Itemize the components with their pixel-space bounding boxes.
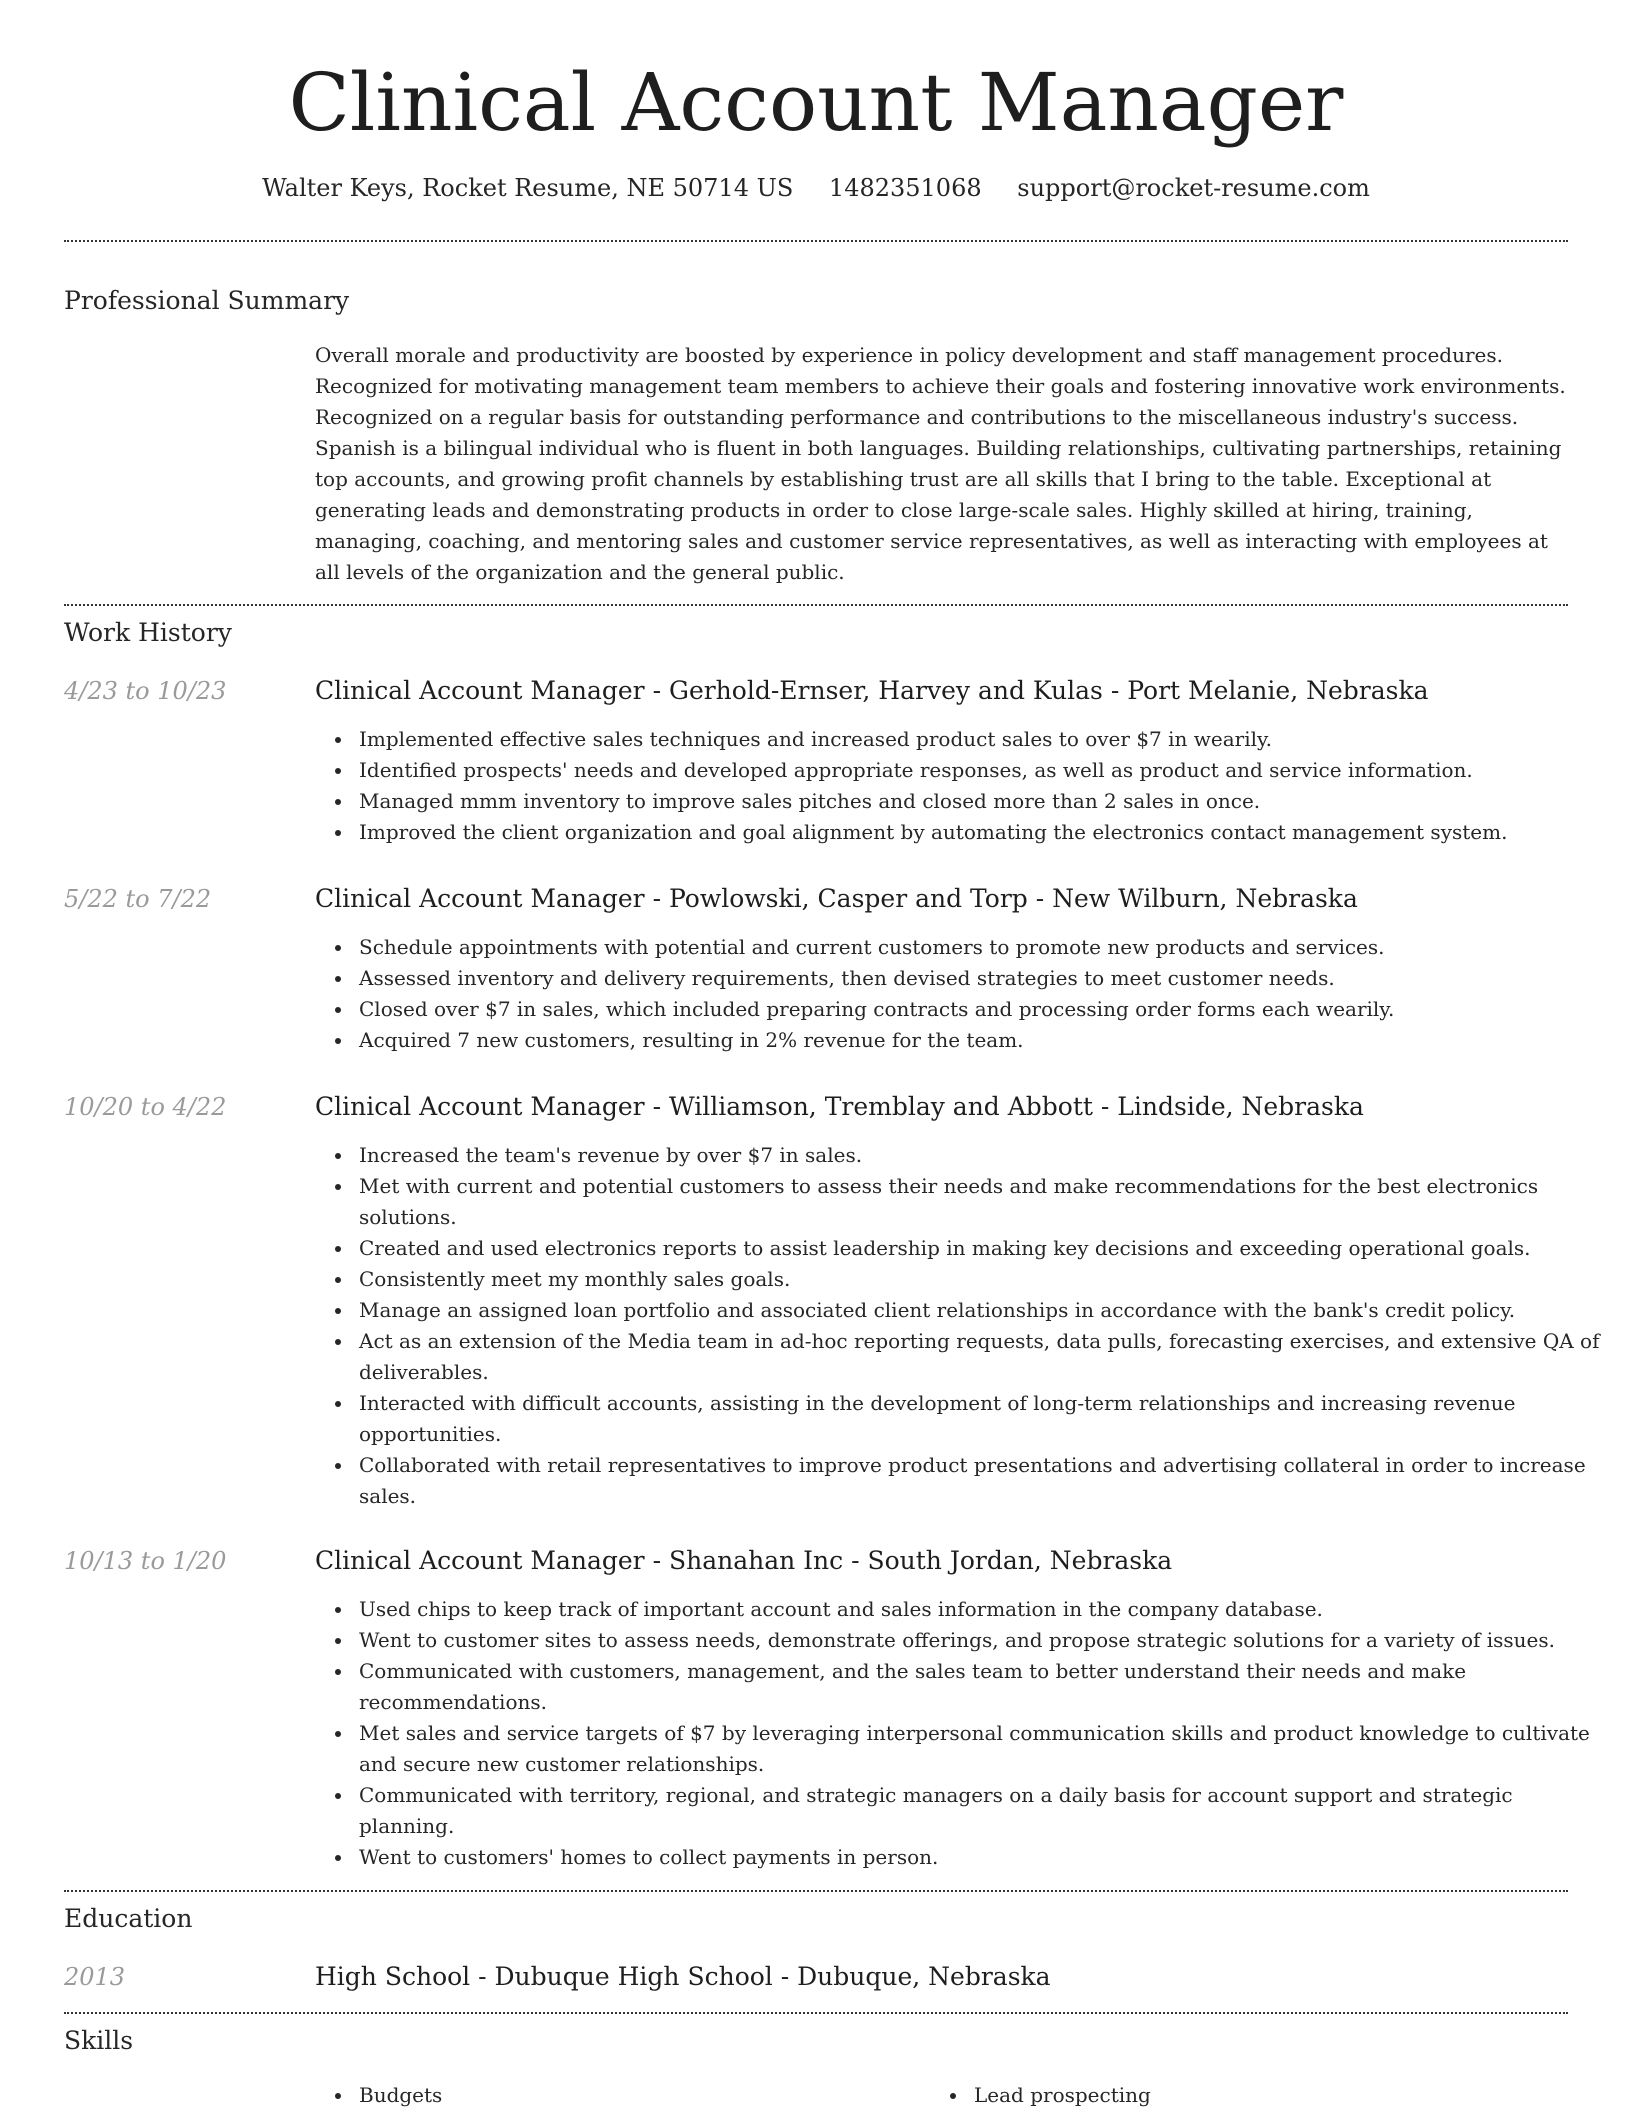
divider: [64, 604, 1568, 606]
job-bullets: [315, 1594, 1612, 1873]
list-item: Communicated with customers, management, and the sales team to better understand their needs and make recommendations.: [359, 1656, 1612, 1718]
section-heading-work-history: Work History: [64, 618, 232, 647]
section-heading-skills: Skills: [64, 2026, 134, 2055]
list-item: Used chips to keep track of important account and sales information in the company database.: [359, 1594, 1612, 1625]
skills-column-right: [930, 2080, 1151, 2111]
list-item: Communicated with territory, regional, and strategic managers on a daily basis for account support and strategic planning.: [359, 1780, 1612, 1842]
job-bullets: [315, 932, 1612, 1056]
list-item: Schedule appointments with potential and current customers to promote new products and services.: [359, 932, 1612, 963]
list-item: Went to customer sites to assess needs, demonstrate offerings, and propose strategic solutions for a variety of issues.: [359, 1625, 1612, 1656]
list-item: Managed mmm inventory to improve sales pitches and closed more than 2 sales in once.: [359, 786, 1612, 817]
education-title: High School - Dubuque High School - Dubuque, Nebraska: [315, 1962, 1051, 1991]
job-title: Clinical Account Manager - Shanahan Inc - South Jordan, Nebraska: [315, 1546, 1173, 1575]
page-title: Clinical Account Manager: [288, 56, 1344, 149]
list-item: Met with current and potential customers to assess their needs and make recommendations for the best electronics solutions.: [359, 1171, 1612, 1233]
list-item: Closed over $7 in sales, which included preparing contracts and processing order forms each wearily.: [359, 994, 1612, 1025]
job-bullets: [315, 724, 1612, 848]
list-item: Created and used electronics reports to assist leadership in making key decisions and exceeding operational goals.: [359, 1233, 1612, 1264]
job-date: 5/22 to 7/22: [64, 885, 212, 913]
list-item: Acquired 7 new customers, resulting in 2% revenue for the team.: [359, 1025, 1612, 1056]
divider: [64, 240, 1568, 242]
job-date: 4/23 to 10/23: [64, 677, 227, 705]
skills-column-left: [315, 2080, 442, 2111]
job-title: Clinical Account Manager - Gerhold-Ernser, Harvey and Kulas - Port Melanie, Nebraska: [315, 676, 1429, 705]
list-item: Lead prospecting: [974, 2080, 1151, 2111]
job-bullets: [315, 1140, 1612, 1512]
education-date: 2013: [64, 1963, 126, 1991]
list-item: Act as an extension of the Media team in ad-hoc reporting requests, data pulls, forecasting exercises, and extensive QA of deliverables.: [359, 1326, 1612, 1388]
contact-address: Walter Keys, Rocket Resume, NE 50714 US: [262, 174, 794, 202]
list-item: Manage an assigned loan portfolio and associated client relationships in accordance with the bank's credit policy.: [359, 1295, 1612, 1326]
divider: [64, 1890, 1568, 1892]
summary-text: Overall morale and productivity are boosted by experience in policy development and staff management procedures. Recognized for motivating management team members to achieve their goals and fostering innovative work environments. Recognized on a regular basis for outstanding performance and contributions to the miscellaneous industry's success. Spanish is a bilingual individual who is fluent in both languages. Building relationships, cultivating partnerships, retaining top accounts, and growing profit channels by establishing trust are all skills that I bring to the table. Exceptional at generating leads and demonstrating products in order to close large-scale sales. Highly skilled at hiring, training, managing, coaching, and mentoring sales and customer service representatives, as well as interacting with employees at all levels of the organization and the general public.: [315, 343, 1566, 584]
list-item: Increased the team's revenue by over $7 in sales.: [359, 1140, 1612, 1171]
list-item: Improved the client organization and goal alignment by automating the electronics contact management system.: [359, 817, 1612, 848]
contact-line: [64, 170, 1568, 206]
contact-phone: 1482351068: [828, 174, 982, 202]
list-item: Met sales and service targets of $7 by leveraging interpersonal communication skills and product knowledge to cultivate and secure new customer relationships.: [359, 1718, 1612, 1780]
list-item: Identified prospects' needs and developed appropriate responses, as well as product and service information.: [359, 755, 1612, 786]
divider: [64, 2012, 1568, 2014]
list-item: Budgets: [359, 2080, 442, 2111]
list-item: Collaborated with retail representatives to improve product presentations and advertising collateral in order to increase sales.: [359, 1450, 1612, 1512]
list-item: Implemented effective sales techniques and increased product sales to over $7 in wearily.: [359, 724, 1612, 755]
job-date: 10/13 to 1/20: [64, 1547, 227, 1575]
section-heading-summary: Professional Summary: [64, 286, 350, 315]
list-item: Went to customers' homes to collect payments in person.: [359, 1842, 1612, 1873]
job-date: 10/20 to 4/22: [64, 1093, 227, 1121]
job-title: Clinical Account Manager - Williamson, Tremblay and Abbott - Lindside, Nebraska: [315, 1092, 1364, 1121]
list-item: Consistently meet my monthly sales goals.: [359, 1264, 1612, 1295]
job-title: Clinical Account Manager - Powlowski, Casper and Torp - New Wilburn, Nebraska: [315, 884, 1358, 913]
contact-email[interactable]: support@rocket-resume.com: [1017, 174, 1370, 202]
list-item: Interacted with difficult accounts, assisting in the development of long-term relationships and increasing revenue opportunities.: [359, 1388, 1612, 1450]
list-item: Assessed inventory and delivery requirements, then devised strategies to meet customer needs.: [359, 963, 1612, 994]
section-heading-education: Education: [64, 1904, 193, 1933]
